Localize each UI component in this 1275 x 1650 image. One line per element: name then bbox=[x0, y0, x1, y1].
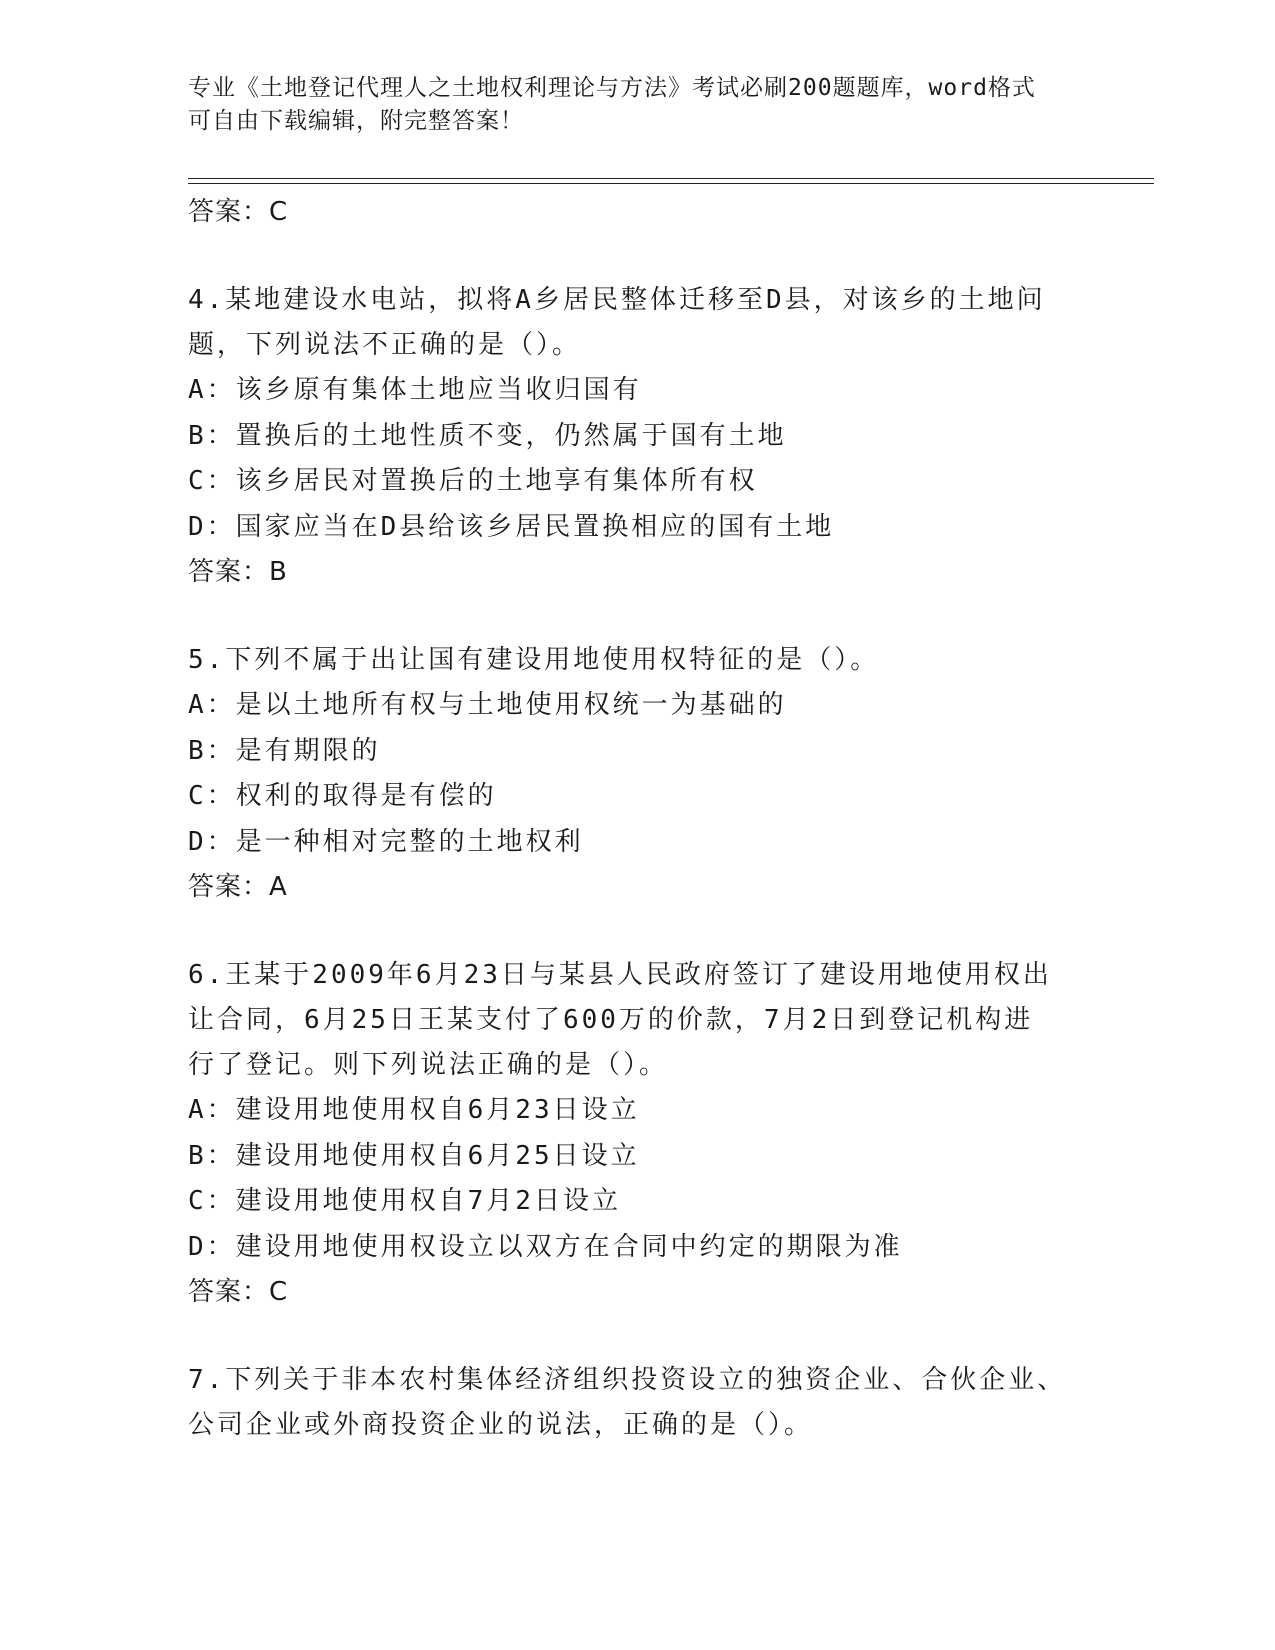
header-line-2: 可自由下载编辑，附完整答案！ bbox=[188, 108, 524, 134]
question-text: 让合同，6月25日王某支付了600万的价款，7月2日到登记机构进 bbox=[188, 1005, 1034, 1035]
question-block bbox=[188, 953, 1088, 1314]
answer-line: 答案：C bbox=[188, 1277, 289, 1307]
question-text: 7.下列关于非本农村集体经济组织投资设立的独资企业、合伙企业、 bbox=[188, 1365, 1067, 1395]
question-text: 4.某地建设水电站，拟将A乡居民整体迁移至D县，对该乡的土地问 bbox=[188, 285, 1046, 315]
spacer bbox=[188, 1314, 1088, 1358]
question-text: 6.王某于2009年6月23日与某县人民政府签订了建设用地使用权出 bbox=[188, 960, 1052, 990]
header-divider-bottom bbox=[188, 183, 1154, 184]
option-a: A：是以土地所有权与土地使用权统一为基础的 bbox=[188, 690, 787, 720]
option-d: D：是一种相对完整的土地权利 bbox=[188, 826, 584, 857]
option-c: C：该乡居民对置换后的土地享有集体所有权 bbox=[188, 466, 758, 496]
document-body bbox=[188, 190, 1088, 1448]
question-block bbox=[188, 638, 1088, 909]
header-divider-top bbox=[188, 178, 1154, 179]
answer-line: 答案：B bbox=[188, 557, 288, 587]
question-block bbox=[188, 1358, 1088, 1448]
spacer bbox=[188, 594, 1088, 638]
header-line-1: 专业《土地登记代理人之土地权利理论与方法》考试必刷200题题库，word格式 bbox=[188, 75, 1036, 101]
question-text: 5.下列不属于出让国有建设用地使用权特征的是（）。 bbox=[188, 645, 880, 675]
answer-line: 答案：C bbox=[188, 197, 289, 227]
option-b: B：是有期限的 bbox=[188, 735, 381, 766]
question-text: 题，下列说法不正确的是（）。 bbox=[188, 330, 582, 360]
option-c: C：权利的取得是有偿的 bbox=[188, 781, 497, 811]
option-a: A：该乡原有集体土地应当收归国有 bbox=[188, 375, 642, 405]
option-b: B：置换后的土地性质不变，仍然属于国有土地 bbox=[188, 420, 787, 451]
answer-line: 答案：A bbox=[188, 872, 288, 902]
option-d: D：国家应当在D县给该乡居民置换相应的国有土地 bbox=[188, 511, 835, 542]
spacer bbox=[188, 234, 1088, 278]
spacer bbox=[188, 909, 1088, 953]
option-a: A：建设用地使用权自6月23日设立 bbox=[188, 1095, 640, 1125]
question-block bbox=[188, 278, 1088, 594]
option-d: D：建设用地使用权设立以双方在合同中约定的期限为准 bbox=[188, 1231, 903, 1262]
question-text: 行了登记。则下列说法正确的是（）。 bbox=[188, 1050, 669, 1080]
option-c: C：建设用地使用权自7月2日设立 bbox=[188, 1186, 621, 1216]
option-b: B：建设用地使用权自6月25日设立 bbox=[188, 1140, 640, 1171]
question-text: 公司企业或外商投资企业的说法，正确的是（）。 bbox=[188, 1410, 814, 1440]
document-header bbox=[188, 72, 1088, 138]
